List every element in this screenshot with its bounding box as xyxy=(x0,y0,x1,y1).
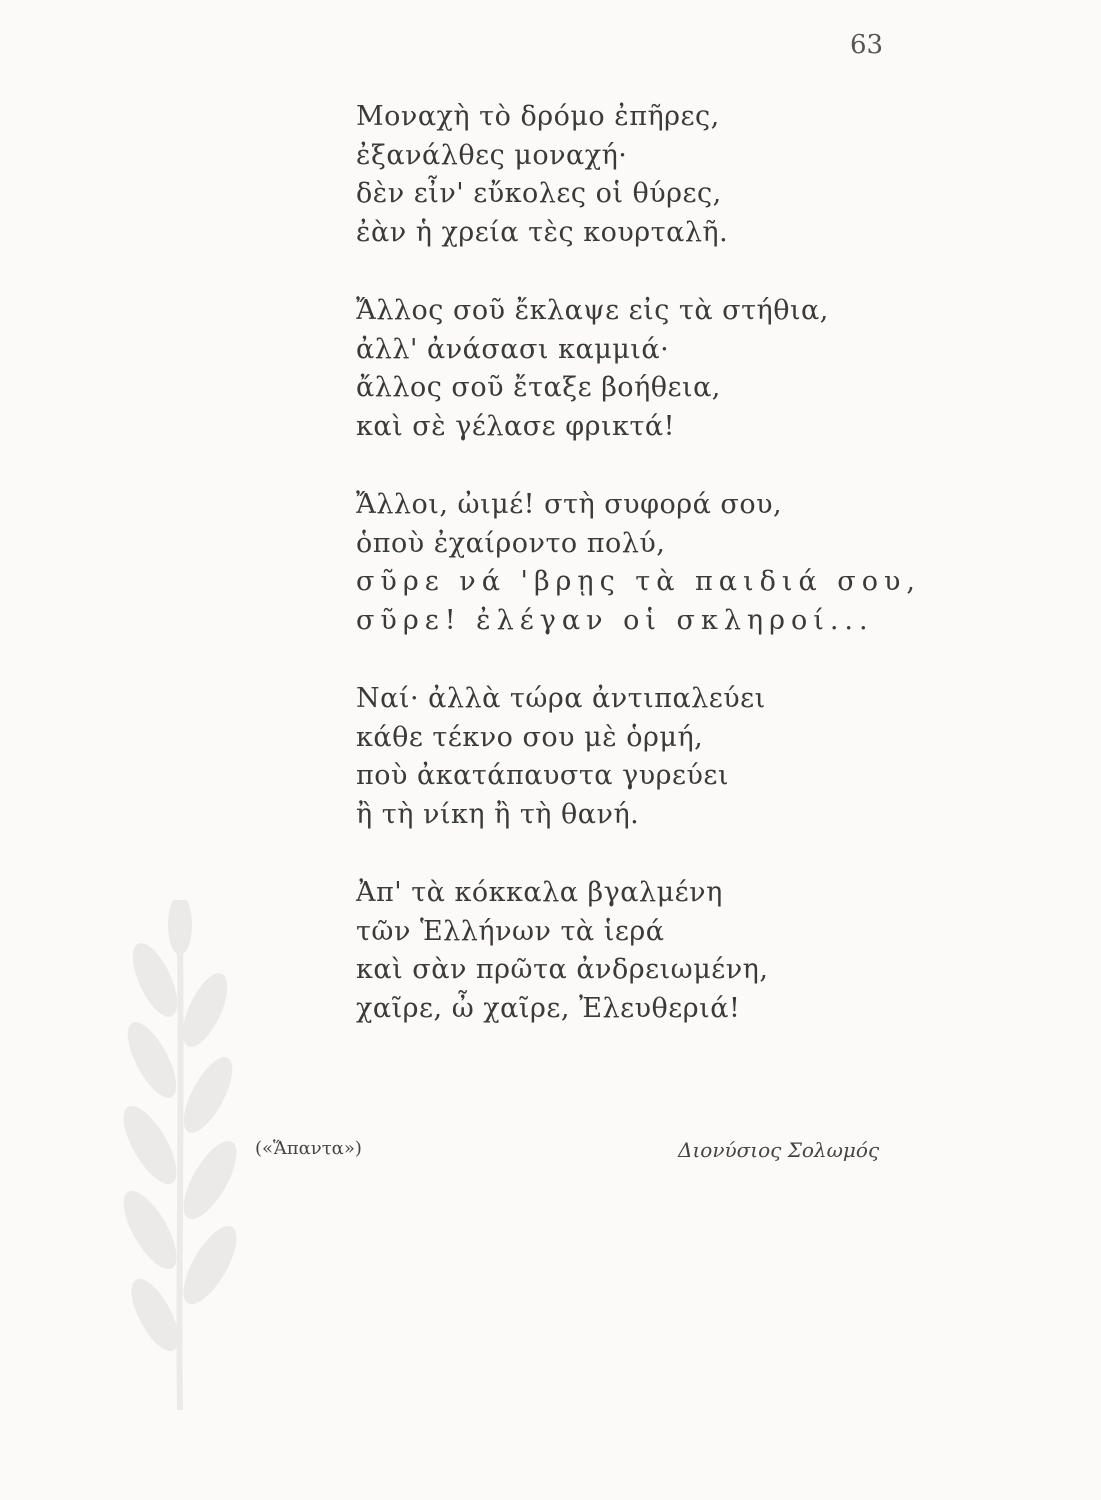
verse-line: ἀλλ' ἀνάσασι καμμιά· xyxy=(356,333,670,365)
verse-line: σῦρε νά 'βρῃς τὰ παιδιά σου, xyxy=(356,566,921,597)
verse-line: ἢ τὴ νίκη ἢ τὴ θανή. xyxy=(356,798,640,830)
laurel-branch-watermark xyxy=(60,900,300,1420)
verse-line: Μοναχὴ τὸ δρόμο ἐπῆρες, xyxy=(356,101,720,132)
verse-line: χαῖρε, ὦ χαῖρε, Ἐλευθεριά! xyxy=(356,992,741,1024)
verse-line: δὲν εἶν' εὔκολες οἱ θύρες, xyxy=(356,178,722,209)
stanza-1 xyxy=(356,98,956,252)
verse-line: ποὺ ἀκατάπαυστα γυρεύει xyxy=(356,760,729,791)
verse-line: ἄλλος σοῦ ἔταξε βοήθεια, xyxy=(356,372,721,403)
verse-line: καὶ σὰν πρῶτα ἀνδρειωμένη, xyxy=(356,954,769,985)
verse-line: ὁποὺ ἐχαίροντο πολύ, xyxy=(356,527,666,559)
source-attribution: («Ἅπαντα») xyxy=(255,1138,362,1159)
verse-line: τῶν Ἑλλήνων τὰ ἱερά xyxy=(356,915,665,947)
author-attribution: Διονύσιος Σολωμός xyxy=(678,1138,880,1162)
verse-line: Ἄλλος σοῦ ἔκλαψε εἰς τὰ στήθια, xyxy=(356,295,829,326)
verse-line: σῦρε! ἐλέγαν οἱ σκληροί... xyxy=(356,604,874,636)
page-number: 63 xyxy=(850,30,884,60)
verse-line: ἐξανάλθες μοναχή· xyxy=(356,139,628,171)
stanza-4 xyxy=(356,680,956,834)
verse-line: καὶ σὲ γέλασε φρικτά! xyxy=(356,410,676,442)
poem xyxy=(356,98,956,1068)
verse-line: Ναί· ἀλλὰ τώρα ἀντιπαλεύει xyxy=(356,683,766,714)
stanza-3 xyxy=(356,486,956,640)
stanza-2 xyxy=(356,292,956,446)
verse-line: Ἄλλοι, ὠιμέ! στὴ συφορά σου, xyxy=(356,489,783,520)
verse-line: κάθε τέκνο σου μὲ ὁρμή, xyxy=(356,721,704,753)
stanza-5 xyxy=(356,874,956,1028)
verse-line: Ἀπ' τὰ κόκκαλα βγαλμένη xyxy=(356,877,723,908)
verse-line: ἐὰν ἡ χρεία τὲς κουρταλῆ. xyxy=(356,216,729,248)
